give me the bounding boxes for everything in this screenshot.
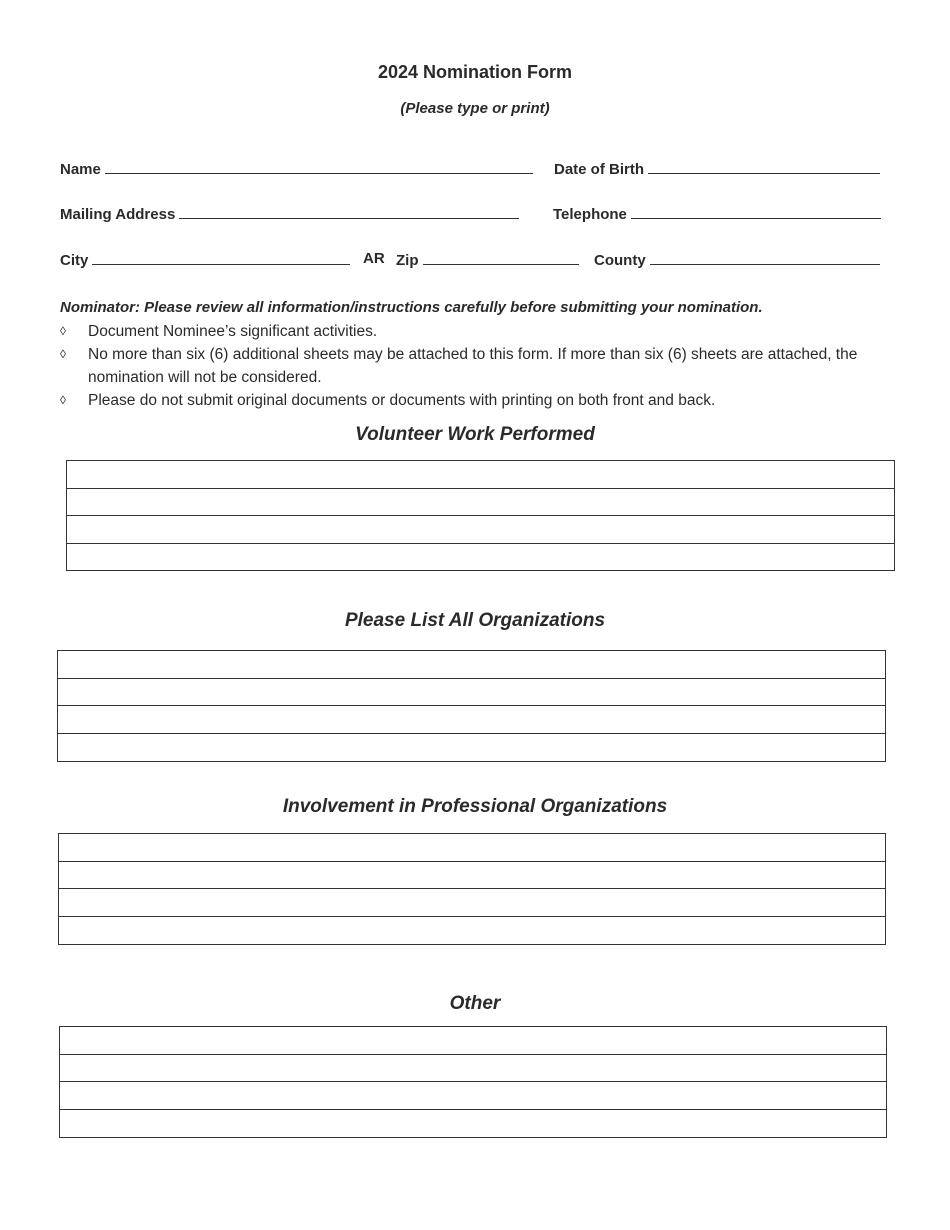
organizations-table [57,650,886,762]
county-label: County [594,252,646,269]
table-row[interactable] [60,1055,886,1083]
table-row[interactable] [60,1110,886,1138]
diamond-bullet-icon: ◊ [60,347,66,361]
professional-section-title: Involvement in Professional Organizations [282,796,668,817]
table-row[interactable] [67,489,894,517]
other-table [59,1026,887,1138]
name-label: Name [60,161,101,178]
zip-label: Zip [396,252,419,269]
dob-line[interactable] [648,159,880,174]
telephone-line[interactable] [631,204,881,219]
diamond-bullet-icon: ◊ [60,324,66,338]
dob-field [554,159,880,178]
list-item: ◊ No more than six (6) additional sheets may be attached to this form. If more than six (6) sheets are attached, the nomination will not be considered. [60,343,860,389]
name-field [60,159,533,178]
city-line[interactable] [92,250,350,265]
volunteer-table [66,460,895,571]
volunteer-section-title: Volunteer Work Performed [355,424,595,445]
dob-label: Date of Birth [554,161,644,178]
table-row[interactable] [67,544,894,572]
mailing-address-label: Mailing Address [60,206,176,223]
other-section-title: Other [449,993,501,1014]
mailing-address-line[interactable] [179,204,519,219]
instructions-heading: Nominator: Please review all information/instructions carefully before submitting your nomination. [60,299,763,316]
diamond-bullet-icon: ◊ [60,393,66,407]
form-subtitle: (Please type or print) [400,100,550,117]
mailing-address-field [60,204,519,223]
table-row[interactable] [67,461,894,489]
form-title: 2024 Nomination Form [377,62,573,82]
table-row[interactable] [59,834,885,862]
city-field [60,250,350,269]
table-row[interactable] [60,1082,886,1110]
county-line[interactable] [650,250,880,265]
professional-table [58,833,886,945]
organizations-section-title: Please List All Organizations [344,610,606,631]
table-row[interactable] [58,651,885,679]
name-line[interactable] [105,159,533,174]
instructions-list [60,320,860,412]
table-row[interactable] [59,917,885,945]
list-item: ◊ Please do not submit original documents or documents with printing on both front and back. [60,389,860,412]
telephone-label: Telephone [553,206,627,223]
table-row[interactable] [59,862,885,890]
table-row[interactable] [59,889,885,917]
table-row[interactable] [60,1027,886,1055]
zip-field [396,250,579,269]
telephone-field [553,204,881,223]
city-label: City [60,252,89,269]
zip-line[interactable] [423,250,579,265]
list-item: ◊ Document Nominee’s significant activities. [60,320,860,343]
table-row[interactable] [58,734,885,762]
table-row[interactable] [67,516,894,544]
county-field [594,250,880,269]
state-value: AR [363,250,385,267]
table-row[interactable] [58,679,885,707]
table-row[interactable] [58,706,885,734]
